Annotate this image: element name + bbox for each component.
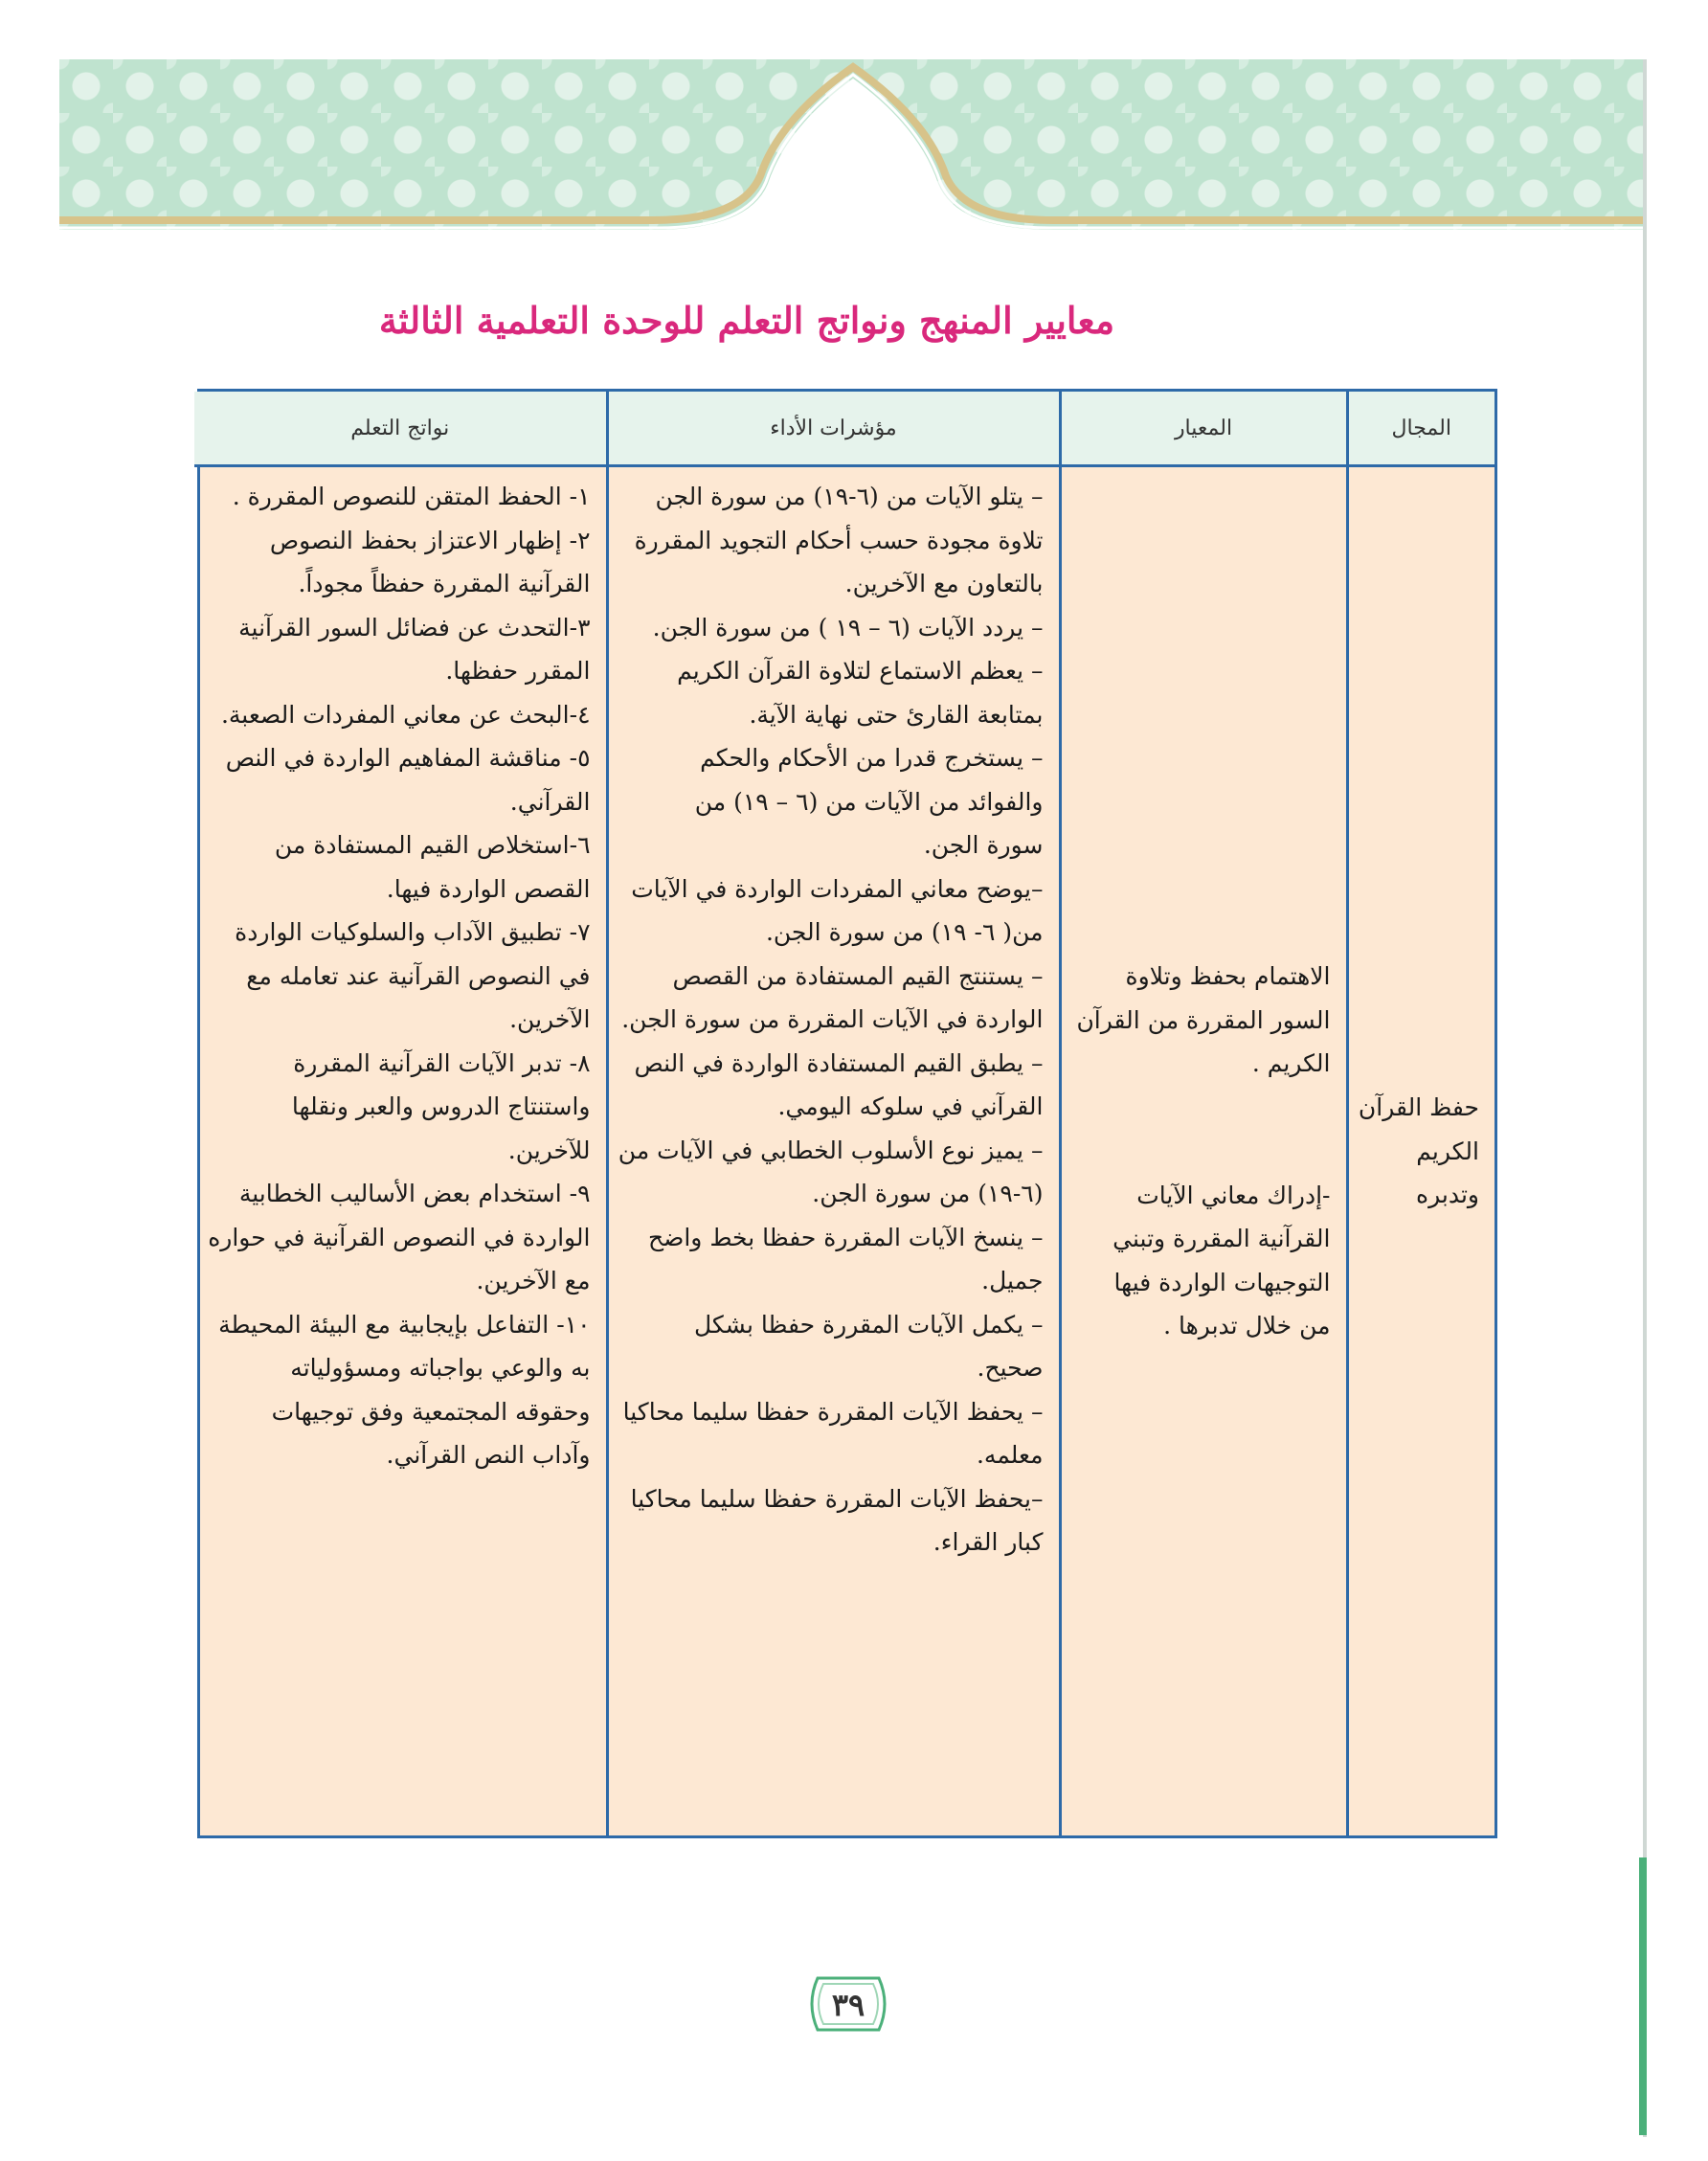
- indicator-line: (٦-١٩) من سورة الجن.: [812, 1180, 1044, 1207]
- page-edge-accent: [1639, 1857, 1647, 2135]
- outcome-line: للآخرين.: [507, 1136, 591, 1164]
- indicator-line: – يعظم الاستماع لتلاوة القرآن الكريم: [677, 657, 1044, 685]
- indicator-line: – يستخرج قدرا من الأحكام والحكم: [700, 744, 1044, 772]
- indicator-line: تلاوة مجودة حسب أحكام التجويد المقررة: [634, 526, 1044, 554]
- outcome-line: الواردة في النصوص القرآنية في حواره: [208, 1223, 591, 1251]
- indicator-line: بالتعاون مع الآخرين.: [844, 570, 1044, 597]
- domain-line: حفظ القرآن: [1358, 1093, 1479, 1122]
- standard-line: التوجيهات الواردة فيها: [1113, 1268, 1331, 1296]
- page-number: ٣٩: [831, 1987, 865, 2023]
- outcome-line: وحقوقه المجتمعية وفق توجيهات: [271, 1397, 591, 1426]
- indicator-line: والفوائد من الآيات من (٦ – ١٩) من: [694, 787, 1044, 816]
- outcomes-cell: [194, 466, 607, 1836]
- indicator-line: معلمه.: [976, 1441, 1044, 1469]
- standard-item-1: [1077, 955, 1331, 1086]
- outcome-line: ٢- إظهار الاعتزاز بحفظ النصوص: [269, 526, 591, 554]
- outcome-line: ١- الحفظ المتقن للنصوص المقررة .: [232, 483, 591, 510]
- outcome-line: ٥- مناقشة المفاهيم الواردة في النص: [225, 744, 591, 772]
- header-arch-ornament: [59, 59, 1647, 241]
- header-outcomes: نواتج التعلم: [194, 392, 607, 466]
- outcome-line: ٤-البحث عن معاني المفردات الصعبة.: [220, 700, 591, 729]
- standard-line: القرآنية المقررة وتبني: [1112, 1225, 1331, 1253]
- indicator-line: – يطبق القيم المستفادة الواردة في النص: [634, 1048, 1044, 1077]
- table-row: [194, 466, 1494, 1836]
- outcome-line: ١٠- التفاعل بإيجابية مع البيئة المحيطة: [218, 1310, 591, 1339]
- outcome-line: به والوعي بواجباته ومسؤولياته: [290, 1354, 591, 1382]
- outcome-line: ٣-التحدث عن فضائل السور القرآنية: [238, 613, 591, 642]
- standard-line: -إدراك معاني الآيات: [1136, 1181, 1331, 1209]
- outcome-line: ٧- تطبيق الآداب والسلوكيات الواردة: [235, 918, 591, 946]
- indicator-line: من( ٦- ١٩) من سورة الجن.: [765, 918, 1044, 946]
- header-indicators: مؤشرات الأداء: [607, 392, 1060, 466]
- outcome-line: القرآنية المقررة حفظاً مجوداً.: [298, 570, 591, 597]
- indicator-line: – يتلو الآيات من (٦-١٩) من سورة الجن: [655, 483, 1044, 510]
- outcome-line: واستنتاج الدروس والعبر ونقلها: [291, 1092, 591, 1120]
- outcome-line: ٩- استخدام بعض الأساليب الخطابية: [238, 1180, 591, 1207]
- indicator-line: كبار القراء.: [933, 1528, 1044, 1556]
- outcome-line: وآداب النص القرآني.: [386, 1441, 591, 1469]
- domain-line: وتدبره: [1415, 1181, 1479, 1209]
- outcome-line: القصص الواردة فيها.: [386, 874, 591, 903]
- indicator-line: بمتابعة القارئ حتى نهاية الآية.: [749, 700, 1044, 729]
- standard-spacer: [1077, 1086, 1331, 1174]
- standard-line: السور المقررة من القرآن: [1076, 1005, 1331, 1034]
- indicator-line: سورة الجن.: [923, 831, 1044, 859]
- header-domain: المجال: [1347, 392, 1494, 466]
- standard-cell: [1060, 466, 1347, 1836]
- standard-item-2: [1077, 1174, 1331, 1348]
- outcome-line: الآخرين.: [509, 1005, 591, 1033]
- indicator-line: – يميز نوع الأسلوب الخطابي في الآيات من: [618, 1136, 1044, 1164]
- indicator-line: القرآني في سلوكه اليومي.: [777, 1092, 1044, 1120]
- indicator-line: – يردد الآيات (٦ – ١٩ ) من سورة الجن.: [652, 613, 1044, 642]
- header-standard: المعيار: [1060, 392, 1347, 466]
- indicator-line: جميل.: [981, 1267, 1044, 1294]
- standards-table: [197, 389, 1497, 1838]
- indicator-line: –يحفظ الآيات المقررة حفظا سليما محاكيا: [630, 1484, 1044, 1513]
- outcome-line: مع الآخرين.: [476, 1267, 591, 1294]
- indicator-line: صحيح.: [977, 1354, 1044, 1382]
- indicator-line: – ينسخ الآيات المقررة حفظا بخط واضح: [648, 1223, 1044, 1251]
- table-header-row: [194, 392, 1494, 466]
- indicator-line: – يحفظ الآيات المقررة حفظا سليما محاكيا: [622, 1397, 1044, 1426]
- page-title: معايير المنهج ونواتج التعلم للوحدة التعلمية الثالثة: [378, 299, 1115, 342]
- standard-line: من خلال تدبرها .: [1163, 1312, 1331, 1340]
- outcome-line: المقرر حفظها.: [445, 657, 591, 685]
- outcome-line: ٦-استخلاص القيم المستفادة من: [274, 831, 591, 859]
- outcome-line: ٨- تدبر الآيات القرآنية المقررة: [293, 1048, 591, 1077]
- indicator-line: – يكمل الآيات المقررة حفظا بشكل: [693, 1310, 1044, 1339]
- domain-line: الكريم: [1416, 1137, 1479, 1165]
- indicator-line: – يستنتج القيم المستفادة من القصص: [672, 961, 1044, 990]
- standard-line: الاهتمام بحفظ وتلاوة: [1125, 962, 1331, 991]
- outcome-line: في النصوص القرآنية عند تعامله مع: [246, 961, 591, 990]
- domain-cell: [1347, 466, 1494, 1836]
- indicators-cell: [607, 466, 1060, 1836]
- indicator-line: الواردة في الآيات المقررة من سورة الجن.: [621, 1005, 1044, 1033]
- page-edge-rule: [1643, 59, 1647, 2137]
- standard-line: الكريم .: [1251, 1049, 1331, 1078]
- indicator-line: –يوضح معاني المفردات الواردة في الآيات: [631, 874, 1044, 903]
- outcome-line: القرآني.: [509, 787, 591, 816]
